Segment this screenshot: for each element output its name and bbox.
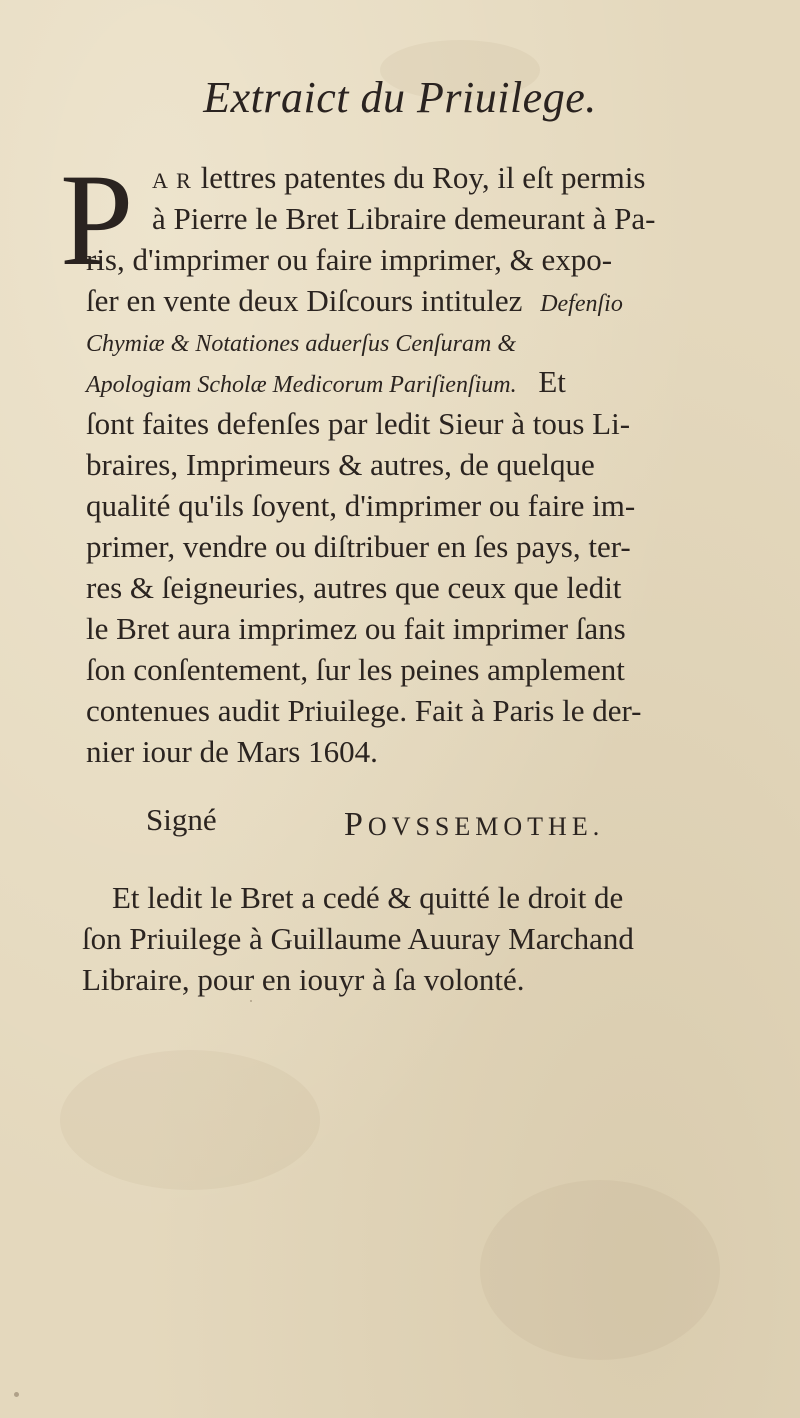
paper-stain (60, 1050, 320, 1190)
body-line (86, 281, 623, 324)
latin-title-start: Defenſio (540, 291, 623, 317)
body-line-first (152, 158, 645, 201)
body-line: primer, vendre ou diſtribuer en ſes pays, ter- (86, 529, 631, 564)
document-title: Extraict du Priuilege. (203, 73, 597, 122)
ink-fleck (250, 1000, 252, 1002)
body-line: à Pierre le Bret Libraire demeurant à Pa- (152, 201, 656, 236)
transfer-line: ſon Priuilege à Guillaume Auuray Marchand (82, 921, 634, 956)
signature-name-rest: OVSSEMOTHE. (367, 812, 605, 841)
body-line-tail: Et (538, 364, 566, 399)
body-line: ris, d'imprimer ou faire imprimer, & expo- (86, 242, 613, 277)
latin-title-line-final (86, 362, 566, 405)
body-line: le Bret aura imprimez ou fait imprimer ſans (86, 611, 626, 646)
transfer-line: Et ledit le Bret a cedé & quitté le droit de (112, 880, 624, 915)
latin-title-end: Apologiam Scholæ Medicorum Pariſienſium. (86, 372, 517, 398)
drop-cap: P (60, 146, 134, 293)
first-line-text: lettres patentes du Roy, il eſt permis (200, 160, 646, 195)
paper-stain (480, 1180, 720, 1360)
signature-name (344, 806, 604, 844)
small-caps-lead: A R (152, 168, 193, 193)
signature-name-initial: P (344, 806, 368, 843)
ink-fleck (14, 1392, 19, 1397)
body-line: braires, Imprimeurs & autres, de quelque (86, 447, 595, 482)
body-line: ſon conſentement, ſur les peines amplement (86, 652, 625, 687)
body-line: nier iour de Mars 1604. (86, 734, 378, 769)
signature-label: Signé (146, 802, 217, 837)
latin-title-line: Chymiæ & Notationes aduerſus Cenſuram & (86, 331, 517, 357)
body-line: qualité qu'ils ſoyent, d'imprimer ou faire im- (86, 488, 636, 523)
body-line: res & ſeigneuries, autres que ceux que ledit (86, 570, 622, 605)
body-line-text: ſer en vente deux Diſcours intitulez (86, 283, 523, 318)
body-line: ſont faites defenſes par ledit Sieur à tous Li- (86, 406, 631, 441)
body-line: contenues audit Priuilege. Fait à Paris le der- (86, 693, 642, 728)
transfer-line: Libraire, pour en iouyr à ſa volonté. (82, 962, 525, 997)
